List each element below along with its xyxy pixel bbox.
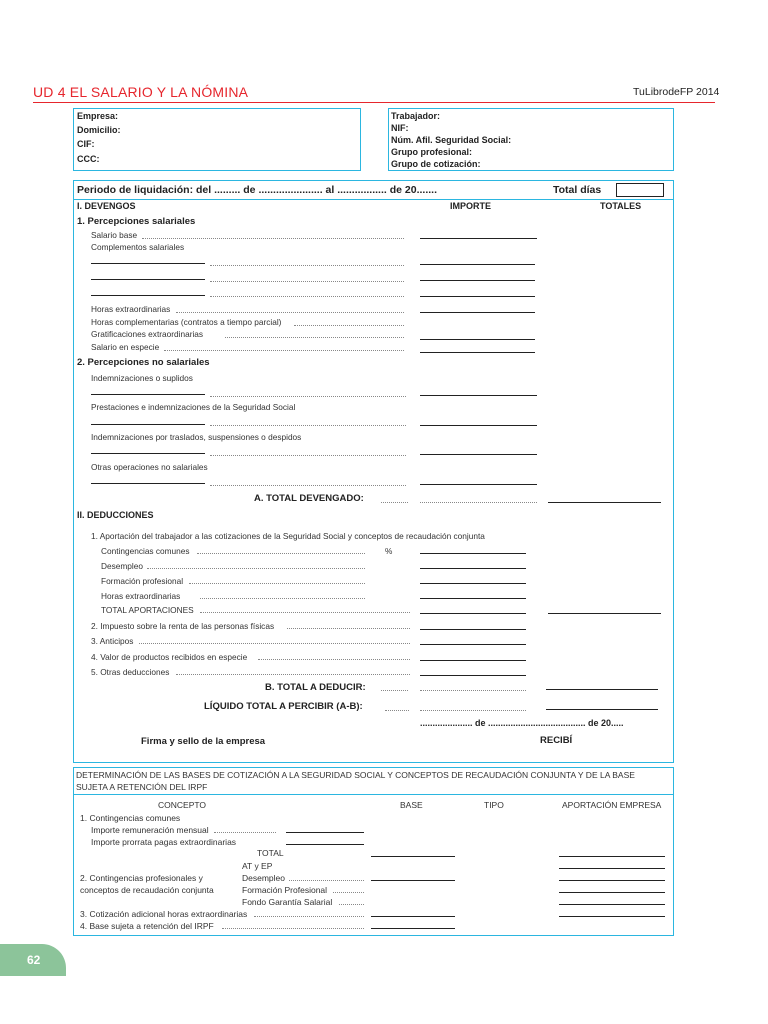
otra-operacion-amount-field[interactable] bbox=[420, 484, 537, 485]
recibi-label: RECIBÍ bbox=[540, 735, 573, 746]
leader-dots bbox=[142, 238, 404, 239]
trabajador-label: Trabajador: bbox=[391, 111, 441, 121]
leader-dots bbox=[339, 904, 364, 905]
salario-base-field[interactable] bbox=[420, 238, 537, 239]
valor-productos-label: 4. Valor de productos recibidos en especie bbox=[91, 652, 248, 662]
leader-dots bbox=[147, 568, 365, 569]
total-dias-label: Total días bbox=[553, 184, 602, 196]
indemn-traslado-amount-field[interactable] bbox=[420, 454, 537, 455]
deducciones-heading: II. DEDUCCIONES bbox=[77, 510, 154, 520]
leader-dots bbox=[200, 612, 410, 613]
formacion-profesional-label: Formación profesional bbox=[101, 576, 184, 586]
leader-dots bbox=[210, 485, 406, 486]
contingencias-profesionales-label-2: conceptos de recaudación conjunta bbox=[80, 885, 214, 895]
aportacion-column-header: APORTACIÓN EMPRESA bbox=[562, 800, 662, 810]
complemento-name-field[interactable] bbox=[91, 279, 205, 280]
bases-title-divider bbox=[74, 794, 674, 795]
bases-desempleo-aportacion-field[interactable] bbox=[559, 880, 665, 881]
aportacion-trabajador-label: 1. Aportación del trabajador a las cotizaciones de la Seguridad Social y conceptos de recaudación conjunta bbox=[91, 531, 485, 541]
bases-total-label: TOTAL bbox=[257, 848, 284, 858]
complementos-label: Complementos salariales bbox=[91, 242, 185, 252]
total-deducir-field[interactable] bbox=[546, 689, 658, 690]
leader-dots bbox=[197, 553, 365, 554]
header-rule bbox=[33, 102, 715, 103]
bases-title-line1: DETERMINACIÓN DE LAS BASES DE COTIZACIÓN A LA SEGURIDAD SOCIAL Y CONCEPTOS DE RECAUDACIÓN CONJUNTA Y DE LA BASE bbox=[76, 770, 635, 780]
leader-dots bbox=[287, 628, 410, 629]
tipo-column-header: TIPO bbox=[484, 800, 504, 810]
total-devengado-label: A. TOTAL DEVENGADO: bbox=[254, 493, 364, 504]
horas-extra-deduccion-field[interactable] bbox=[420, 598, 526, 599]
importe-remuneracion-field[interactable] bbox=[286, 832, 364, 833]
base-irpf-field[interactable] bbox=[371, 928, 455, 929]
indemn-traslado-name-field[interactable] bbox=[91, 453, 205, 454]
bases-desempleo-label: Desempleo bbox=[242, 873, 285, 883]
fecha-line: ..................... de ....................................... de 20..... bbox=[420, 718, 624, 728]
leader-dots bbox=[176, 312, 404, 313]
leader-dots bbox=[258, 659, 410, 660]
irpf-field[interactable] bbox=[420, 629, 526, 630]
bases-title-line2: SUJETA A RETENCIÓN DEL IRPF bbox=[76, 782, 208, 792]
desempleo-field[interactable] bbox=[420, 568, 526, 569]
at-ep-aportacion-field[interactable] bbox=[559, 868, 665, 869]
otras-deducciones-label: 5. Otras deducciones bbox=[91, 667, 170, 677]
nif-label: NIF: bbox=[391, 123, 409, 133]
liquido-total-field[interactable] bbox=[546, 709, 658, 710]
leader-dots bbox=[189, 583, 365, 584]
desempleo-label: Desempleo bbox=[101, 561, 143, 571]
salario-base-label: Salario base bbox=[91, 230, 138, 240]
firma-empresa-label: Firma y sello de la empresa bbox=[141, 736, 266, 747]
base-irpf-label: 4. Base sujeta a retención del IRPF bbox=[80, 921, 214, 931]
page-title: UD 4 EL SALARIO Y LA NÓMINA bbox=[33, 84, 249, 100]
empresa-label: Empresa: bbox=[77, 111, 119, 121]
leader-dots bbox=[222, 928, 364, 929]
total-aportaciones-label: TOTAL APORTACIONES bbox=[101, 605, 194, 615]
complemento-amount-field[interactable] bbox=[420, 296, 535, 297]
prestacion-amount-field[interactable] bbox=[420, 425, 537, 426]
cif-label: CIF: bbox=[77, 139, 95, 149]
importe-column-header: IMPORTE bbox=[450, 201, 492, 211]
bases-total-base-field[interactable] bbox=[371, 856, 455, 857]
total-dias-field[interactable] bbox=[616, 183, 664, 197]
total-aportaciones-importe-field[interactable] bbox=[420, 613, 526, 614]
percepciones-no-salariales-heading: 2. Percepciones no salariales bbox=[77, 357, 210, 368]
fogasa-aportacion-field[interactable] bbox=[559, 904, 665, 905]
leader-dots bbox=[294, 325, 404, 326]
totales-column-header: TOTALES bbox=[600, 201, 642, 211]
irpf-label: 2. Impuesto sobre la renta de las personas físicas bbox=[91, 621, 275, 631]
prestacion-name-field[interactable] bbox=[91, 424, 205, 425]
at-ep-label: AT y EP bbox=[242, 861, 273, 871]
horas-extra-deduccion-label: Horas extraordinarias bbox=[101, 591, 181, 601]
leader-dots bbox=[210, 425, 406, 426]
complemento-amount-field[interactable] bbox=[420, 264, 535, 265]
cotizacion-adicional-base-field[interactable] bbox=[371, 916, 455, 917]
otras-operaciones-label: Otras operaciones no salariales bbox=[91, 462, 208, 472]
indemnizacion-amount-field[interactable] bbox=[420, 395, 537, 396]
bases-formacion-aportacion-field[interactable] bbox=[559, 892, 665, 893]
leader-dots bbox=[225, 337, 404, 338]
otra-operacion-name-field[interactable] bbox=[91, 483, 205, 484]
leader-dots bbox=[420, 710, 526, 711]
gratificaciones-field[interactable] bbox=[420, 339, 535, 340]
domicilio-label: Domicilio: bbox=[77, 125, 121, 135]
anticipos-field[interactable] bbox=[420, 644, 526, 645]
leader-dots bbox=[214, 832, 276, 833]
indemnizacion-name-field[interactable] bbox=[91, 394, 205, 395]
leader-dots bbox=[333, 892, 364, 893]
bases-contingencias-comunes-label: 1. Contingencias comunes bbox=[80, 813, 181, 823]
grupo-profesional-label: Grupo profesional: bbox=[391, 147, 472, 157]
leader-dots bbox=[164, 350, 404, 351]
complemento-name-field[interactable] bbox=[91, 263, 205, 264]
page-number: 62 bbox=[27, 953, 41, 967]
leader-dots bbox=[210, 265, 404, 266]
percent-sign: % bbox=[385, 546, 393, 556]
anticipos-label: 3. Anticipos bbox=[91, 636, 134, 646]
leader-dots bbox=[210, 455, 406, 456]
bases-total-aportacion-field[interactable] bbox=[559, 856, 665, 857]
leader-dots bbox=[210, 296, 404, 297]
devengos-heading: I. DEVENGOS bbox=[77, 201, 136, 211]
leader-dots bbox=[420, 502, 537, 503]
fogasa-label: Fondo Garantía Salarial bbox=[242, 897, 333, 907]
ccc-label: CCC: bbox=[77, 154, 100, 164]
leader-dots bbox=[254, 916, 364, 917]
leader-dots bbox=[381, 690, 408, 691]
indemn-traslados-label: Indemnizaciones por traslados, suspensiones o despidos bbox=[91, 432, 302, 442]
cotizacion-adicional-label: 3. Cotización adicional horas extraordinarias bbox=[80, 909, 248, 919]
leader-dots bbox=[385, 710, 409, 711]
leader-dots bbox=[176, 674, 410, 675]
contingencias-comunes-field[interactable] bbox=[420, 553, 526, 554]
salario-especie-label: Salario en especie bbox=[91, 342, 160, 352]
leader-dots bbox=[139, 643, 410, 644]
contingencias-profesionales-label-1: 2. Contingencias profesionales y bbox=[80, 873, 203, 883]
bases-desempleo-base-field[interactable] bbox=[371, 880, 455, 881]
periodo-liquidacion: Periodo de liquidación: del ......... de ...................... al ................. de 20....... bbox=[77, 184, 437, 196]
horas-extra-label: Horas extraordinarias bbox=[91, 304, 171, 314]
concepto-column-header: CONCEPTO bbox=[158, 800, 207, 810]
horas-extra-field[interactable] bbox=[420, 312, 535, 313]
salario-especie-field[interactable] bbox=[420, 352, 535, 353]
importe-prorrata-field[interactable] bbox=[286, 844, 364, 845]
grupo-cotizacion-label: Grupo de cotización: bbox=[391, 159, 481, 169]
formacion-profesional-field[interactable] bbox=[420, 583, 526, 584]
gratificaciones-label: Gratificaciones extraordinarias bbox=[91, 329, 204, 339]
liquido-total-label: LÍQUIDO TOTAL A PERCIBIR (A-B): bbox=[204, 701, 363, 712]
leader-dots bbox=[420, 690, 526, 691]
total-devengado-field[interactable] bbox=[548, 502, 661, 503]
bases-formacion-label: Formación Profesional bbox=[242, 885, 328, 895]
complemento-name-field[interactable] bbox=[91, 295, 205, 296]
leader-dots bbox=[210, 281, 404, 282]
base-column-header: BASE bbox=[400, 800, 423, 810]
percepciones-salariales-heading: 1. Percepciones salariales bbox=[77, 216, 196, 227]
leader-dots bbox=[289, 880, 364, 881]
valor-productos-field[interactable] bbox=[420, 660, 526, 661]
importe-prorrata-label: Importe prorrata pagas extraordinarias bbox=[91, 837, 237, 847]
horas-complementarias-label: Horas complementarias (contratos a tiempo parcial) bbox=[91, 317, 282, 327]
total-aportaciones-total-field[interactable] bbox=[548, 613, 661, 614]
cotizacion-adicional-aportacion-field[interactable] bbox=[559, 916, 665, 917]
num-afil-label: Núm. Afil. Seguridad Social: bbox=[391, 135, 512, 145]
brand-label: TuLibrodeFP 2014 bbox=[633, 86, 720, 98]
leader-dots bbox=[210, 396, 406, 397]
contingencias-comunes-label: Contingencias comunes bbox=[101, 546, 190, 556]
indemnizaciones-suplidos-label: Indemnizaciones o suplidos bbox=[91, 373, 193, 383]
importe-remuneracion-label: Importe remuneración mensual bbox=[91, 825, 209, 835]
leader-dots bbox=[200, 598, 365, 599]
leader-dots bbox=[381, 502, 408, 503]
period-divider bbox=[74, 199, 674, 200]
otras-deducciones-field[interactable] bbox=[420, 675, 526, 676]
complemento-amount-field[interactable] bbox=[420, 280, 535, 281]
total-deducir-label: B. TOTAL A DEDUCIR: bbox=[265, 682, 366, 693]
prestaciones-label: Prestaciones e indemnizaciones de la Seguridad Social bbox=[91, 402, 296, 412]
